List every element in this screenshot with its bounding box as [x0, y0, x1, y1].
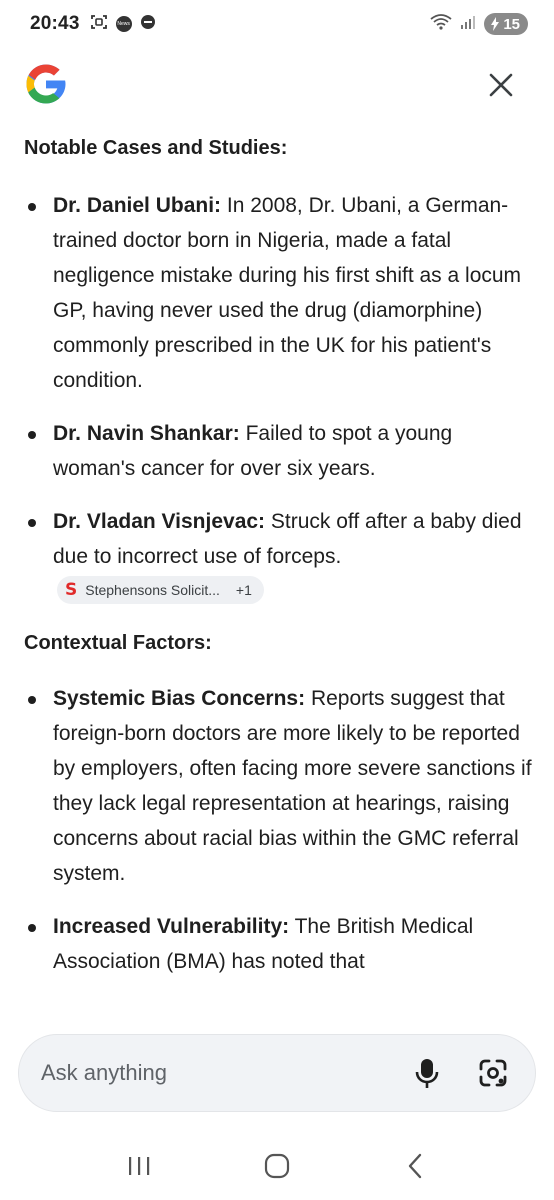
recents-button[interactable] — [117, 1144, 161, 1188]
case-name: Dr. Vladan Visnjevac: — [53, 510, 266, 533]
source-name: Stephensons Solicit... — [85, 581, 220, 598]
microphone-icon — [415, 1057, 439, 1089]
recents-icon — [125, 1154, 153, 1178]
case-text: Struck off after a baby died due to incorrect use of forceps. — [53, 510, 522, 568]
list-item — [24, 188, 540, 398]
source-more-count: +1 — [235, 581, 252, 598]
ask-bar — [18, 1034, 536, 1112]
bullet-dot — [28, 431, 36, 439]
app-header — [0, 58, 554, 118]
charging-bolt-icon — [490, 17, 500, 31]
back-button[interactable] — [393, 1144, 437, 1188]
case-name: Dr. Daniel Ubani: — [53, 194, 222, 217]
close-button[interactable] — [484, 68, 518, 102]
list-item — [24, 504, 540, 609]
system-nav-bar — [0, 1138, 554, 1194]
section-heading: Notable Cases and Studies: — [24, 137, 288, 159]
source-chip[interactable] — [57, 576, 264, 604]
status-bar — [0, 0, 554, 48]
battery-indicator — [484, 13, 528, 35]
list-item — [24, 681, 540, 891]
bullet-dot — [28, 203, 36, 211]
source-logo-icon: S — [65, 579, 78, 600]
home-icon — [263, 1152, 291, 1180]
section-heading: Contextual Factors: — [24, 632, 212, 654]
bullet-dot — [28, 519, 36, 527]
list-item — [24, 909, 540, 979]
home-button[interactable] — [255, 1144, 299, 1188]
factor-text: The British Medical Association (BMA) has noted that — [53, 915, 474, 973]
microphone-button[interactable] — [407, 1053, 447, 1093]
screenshot-icon — [90, 13, 108, 36]
news-label: News — [117, 21, 130, 27]
status-time: 20:43 — [30, 13, 80, 34]
case-text: Failed to spot a young woman's cancer for over six years. — [53, 422, 453, 480]
more-dot-icon — [140, 14, 156, 35]
case-text: In 2008, Dr. Ubani, a German-trained doctor born in Nigeria, made a fatal negligence mistake during his first shift as a locum GP, having never used the drug (diamorphine) commonly prescribed in the UK for his patient's condition. — [53, 194, 522, 392]
case-name: Dr. Navin Shankar: — [53, 422, 240, 445]
list-item — [24, 416, 540, 486]
bullet-dot — [28, 924, 36, 932]
battery-level: 15 — [503, 15, 520, 33]
lens-button[interactable] — [473, 1053, 513, 1093]
news-icon — [116, 16, 132, 32]
factor-name: Systemic Bias Concerns: — [53, 687, 306, 710]
ai-response-content — [0, 128, 554, 1010]
factor-text: Reports suggest that foreign-born doctors are more likely to be reported by employers, often facing more severe sanctions if they lack legal representation at hearings, raising concerns about racial bias within the GMC referral system. — [53, 687, 532, 885]
bullet-dot — [28, 696, 36, 704]
close-icon — [484, 68, 518, 102]
ask-input[interactable] — [41, 1060, 407, 1086]
factor-name: Increased Vulnerability: — [53, 915, 290, 938]
camera-lens-icon — [477, 1057, 509, 1089]
cases-list — [24, 188, 540, 609]
status-notification-icons — [90, 13, 156, 36]
back-icon — [405, 1152, 425, 1180]
google-g-icon — [22, 60, 70, 108]
signal-icon — [460, 14, 476, 35]
factors-list — [24, 681, 540, 979]
status-right — [430, 13, 528, 36]
wifi-icon — [430, 13, 452, 36]
